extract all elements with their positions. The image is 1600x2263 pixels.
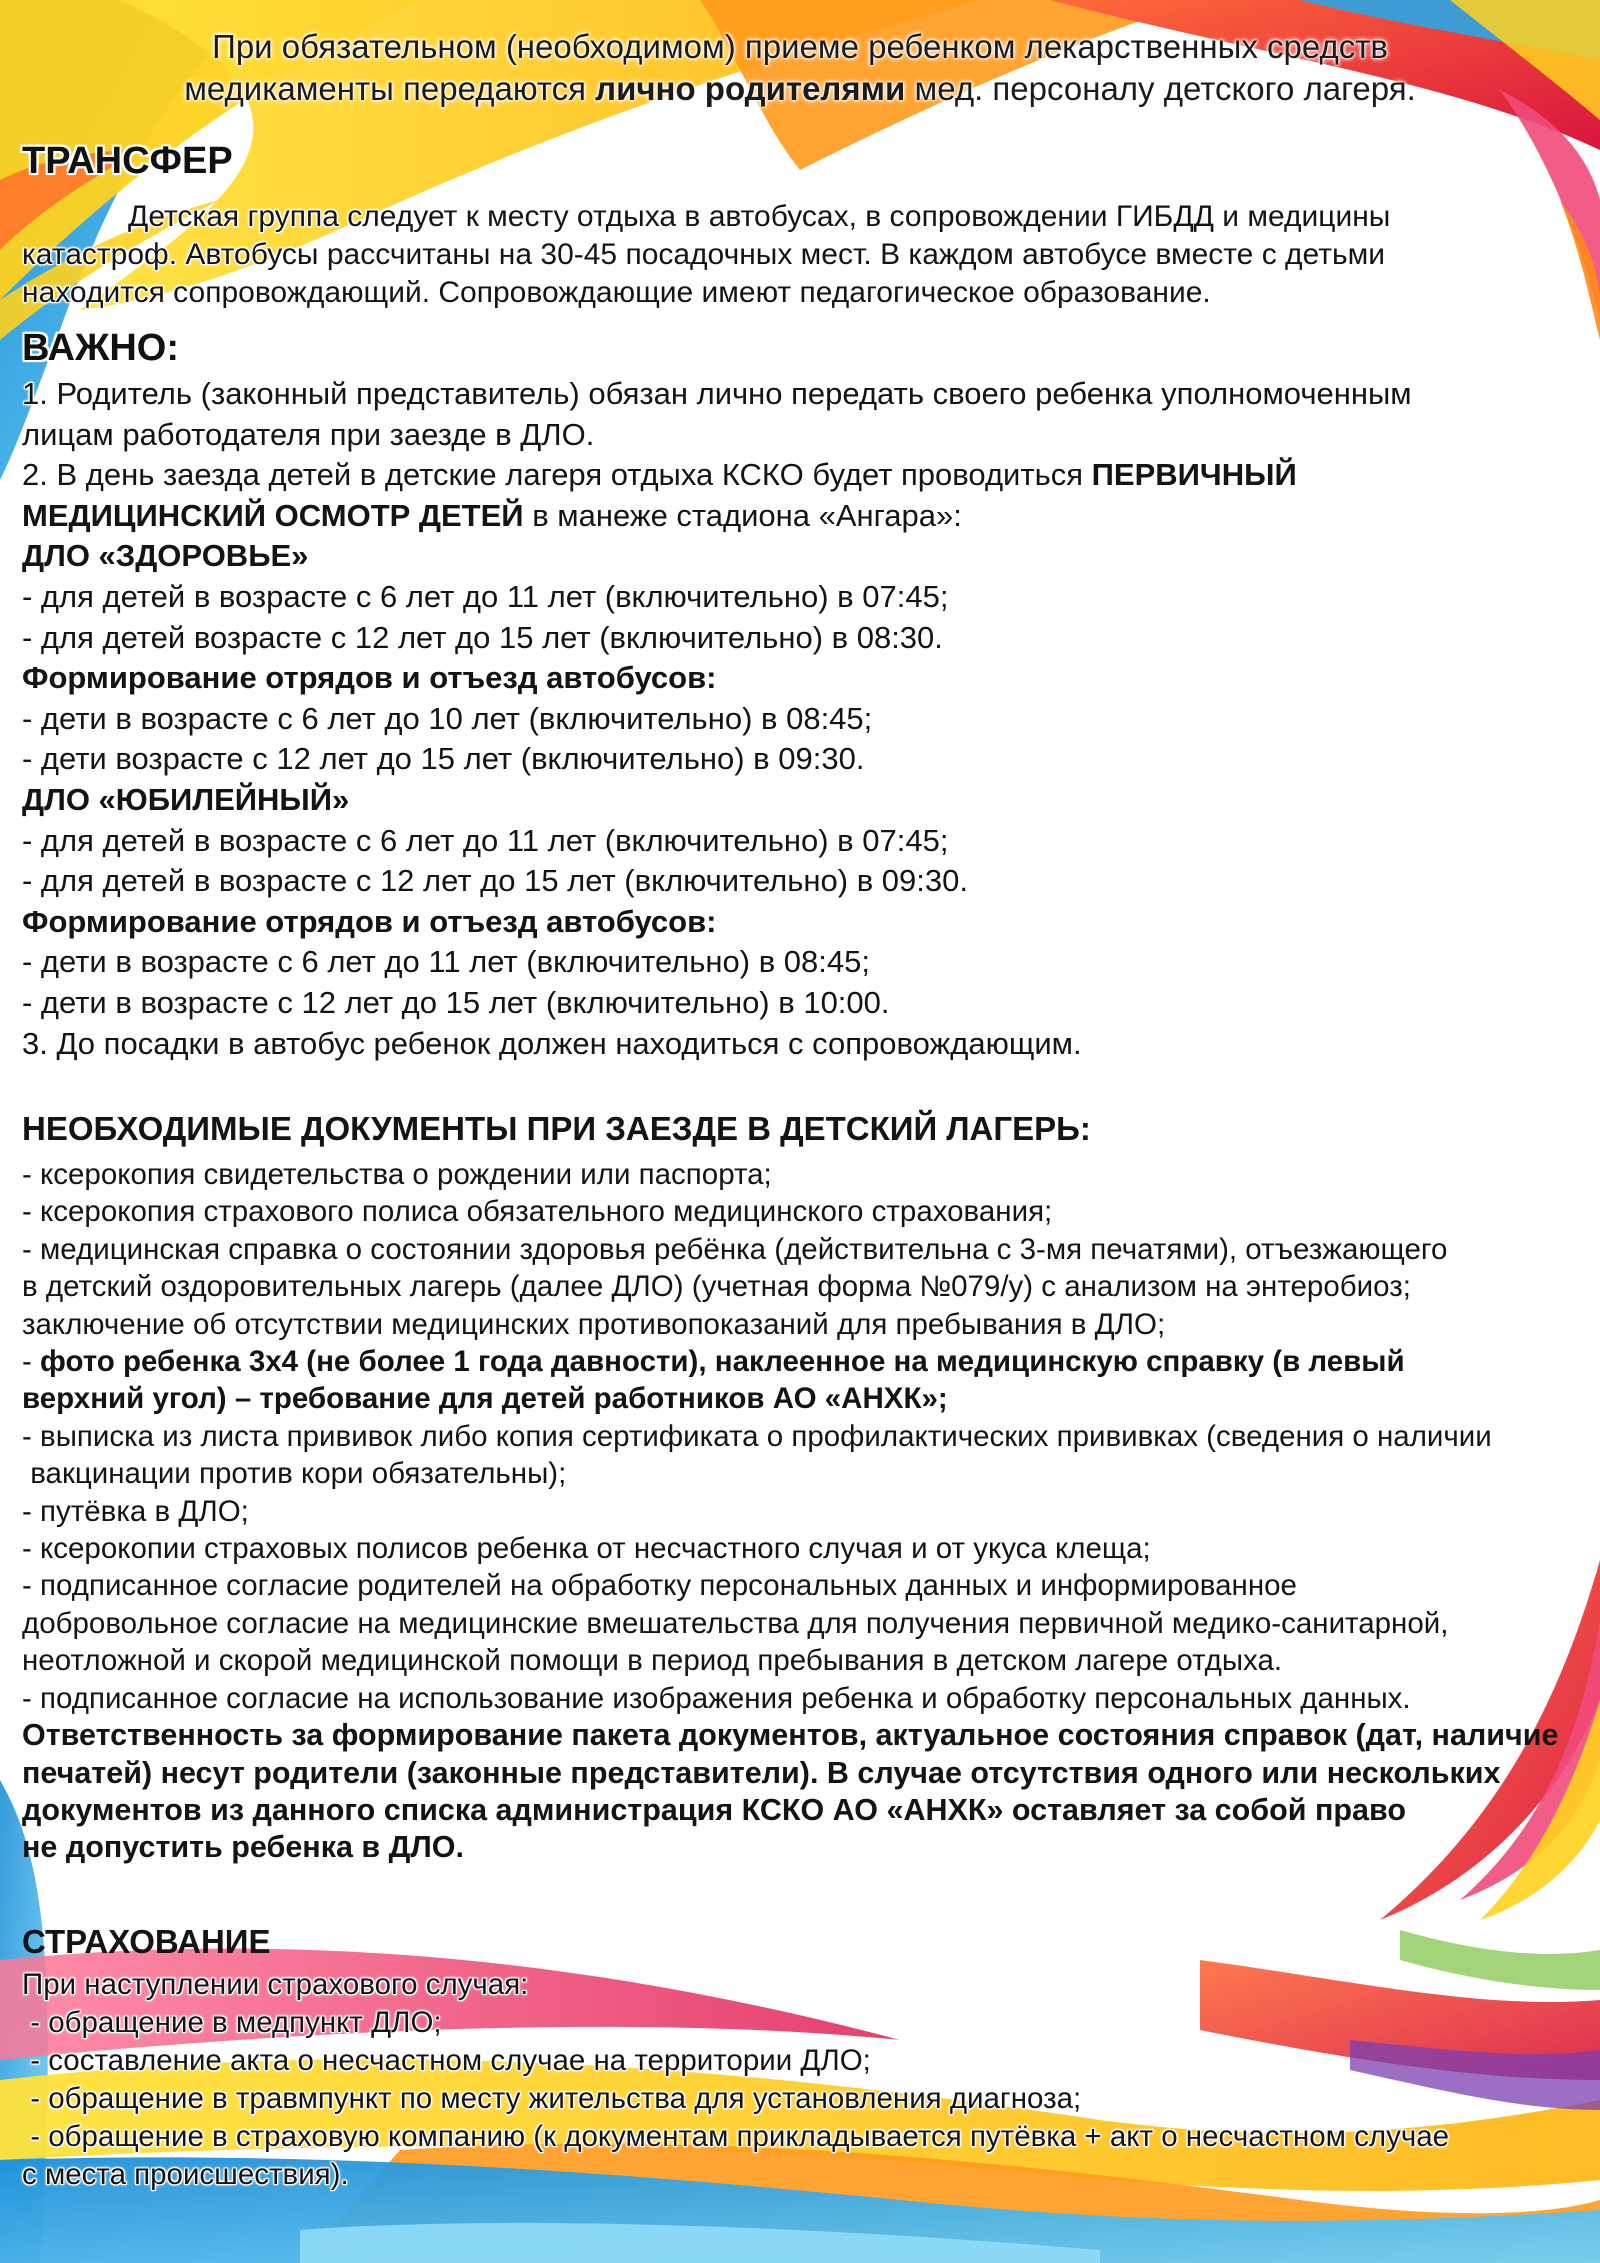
documents-line-13: - подписанное согласие на использование изображения ребенка и обработку персональных данных. — [22, 1681, 1411, 1715]
intro-line-2 — [0, 68, 1600, 110]
documents-line-10: - подписанное согласие родителей на обработку персональных данных и информированное — [22, 1569, 1297, 1603]
camp-zdorovie-depart-2: - дети возрасте с 12 лет до 15 лет (включительно) в 09:30. — [22, 741, 865, 777]
insurance-list — [22, 1966, 1449, 2194]
camp-yubileyny-name: ДЛО «ЮБИЛЕЙНЫЙ» — [22, 781, 350, 817]
documents-photo-bold-1: фото ребенка 3х4 (не более 1 года давности), наклеенное на медицинскую справку (в левый — [40, 1345, 1405, 1379]
camp-yubileyny-depart-title: Формирование отрядов и отъезд автобусов: — [22, 903, 717, 939]
camp-yubileyny-depart-1: - дети в возрасте с 6 лет до 11 лет (включительно) в 08:45; — [22, 944, 870, 980]
camp-yubileyny-exam-1: - для детей в возрасте с 6 лет до 11 лет (включительно) в 07:45; — [22, 822, 949, 858]
intro-line-2-bold: лично родителями — [595, 70, 906, 107]
documents-responsibility-4: не допустить ребенка в ДЛО. — [22, 1830, 464, 1865]
insurance-title: СТРАХОВАНИЕ — [22, 1923, 271, 1960]
camp-yubileyny-depart-2: - дети в возрасте с 12 лет до 15 лет (включительно) в 10:00. — [22, 984, 890, 1020]
important-item-2-line-1 — [22, 455, 1412, 496]
transfer-line-3: находится сопровождающий. Сопровождающие имеют педагогическое образование. — [22, 276, 1211, 309]
documents-line-5: заключение об отсутствии медицинских противопоказаний для пребывания в ДЛО; — [22, 1307, 1166, 1341]
documents-list — [22, 1156, 1558, 1867]
transfer-line-1: Детская группа следует к месту отдыха в автобусах, в сопровождении ГИБДД и медицины — [128, 200, 1391, 233]
camp-zdorovie-depart-1: - дети в возрасте с 6 лет до 10 лет (включительно) в 08:45; — [22, 700, 873, 736]
insurance-line-5: - обращение в страховую компанию (к документам прикладывается путёвка + акт о несчастном случае — [22, 2120, 1450, 2153]
documents-line-7: вакцинации против кори обязательны); — [22, 1457, 567, 1491]
important-list — [22, 374, 1412, 1064]
transfer-line-2: катастроф. Автобусы рассчитаны на 30-45 посадочных мест. В каждом автобусе вместе с детьми — [22, 238, 1385, 271]
documents-line-3: - медицинская справка о состоянии здоровья ребёнка (действительна с 3-мя печатями), отъезжающего — [22, 1232, 1448, 1266]
documents-photo-line-2: верхний угол) – требование для детей работников АО «АНХК»; — [22, 1382, 948, 1416]
documents-photo-line-1 — [22, 1343, 1558, 1380]
camp-zdorovie-exam-2: - для детей возрасте с 12 лет до 15 лет (включительно) в 08:30. — [22, 619, 943, 655]
important-item-3: 3. До посадки в автобус ребенок должен находиться с сопровождающим. — [22, 1025, 1082, 1061]
transfer-title: ТРАНСФЕР — [22, 140, 233, 182]
insurance-line-3: - составление акта о несчастном случае на территории ДЛО; — [22, 2044, 871, 2077]
camp-zdorovie-exam-1: - для детей в возрасте с 6 лет до 11 лет (включительно) в 07:45; — [22, 578, 949, 614]
camp-zdorovie-name: ДЛО «ЗДОРОВЬЕ» — [22, 538, 309, 574]
intro-line-1: При обязательном (необходимом) приеме ребенком лекарственных средств — [212, 28, 1388, 65]
documents-line-12: неотложной и скорой медицинской помощи в период пребывания в детском лагере отдыха. — [22, 1644, 1283, 1678]
documents-line-8: - путёвка в ДЛО; — [22, 1494, 249, 1528]
documents-photo-dash: - — [22, 1345, 41, 1379]
insurance-line-6: с места происшествия). — [22, 2158, 349, 2191]
important-item-2-line-2 — [22, 496, 1412, 537]
documents-line-6: - выписка из листа прививок либо копия сертификата о профилактических прививках (сведения о наличии — [22, 1419, 1492, 1453]
transfer-paragraph — [22, 198, 1390, 312]
documents-line-2: - ксерокопия страхового полиса обязательного медицинского страхования; — [22, 1195, 1053, 1229]
important-item-1-line-1: 1. Родитель (законный представитель) обязан лично передать своего ребенка уполномоченным — [22, 376, 1412, 411]
intro-line-2-post: мед. персоналу детского лагеря. — [905, 70, 1416, 107]
documents-responsibility-3: документов из данного списка администрация КСКО АО «АНХК» оставляет за собой право — [22, 1792, 1406, 1827]
important-item-2-line-1-pre: 2. В день заезда детей в детские лагеря отдыха КСКО будет проводиться — [22, 457, 1092, 493]
insurance-line-4: - обращение в травмпункт по месту жительства для установления диагноза; — [22, 2082, 1082, 2115]
important-item-2-line-1-bold: ПЕРВИЧНЫЙ — [1091, 457, 1297, 493]
insurance-line-1: При наступлении страхового случая: — [22, 1968, 529, 2001]
documents-line-9: - ксерокопии страховых полисов ребенка от несчастного случая и от укуса клеща; — [22, 1532, 1151, 1566]
important-item-1-line-2: лицам работодателя при заезде в ДЛО. — [22, 416, 595, 452]
documents-line-11: добровольное согласие на медицинские вмешательства для получения первичной медико-санитарной, — [22, 1606, 1449, 1640]
documents-line-1: - ксерокопия свидетельства о рождении или паспорта; — [22, 1158, 772, 1191]
documents-title: НЕОБХОДИМЫЕ ДОКУМЕНТЫ ПРИ ЗАЕЗДЕ В ДЕТСКИЙ ЛАГЕРЬ: — [22, 1110, 1091, 1147]
documents-responsibility-1: Ответственность за формирование пакета документов, актуальное состояния справок (дат, наличие — [22, 1718, 1559, 1753]
important-item-2-line-2-bold: МЕДИЦИНСКИЙ ОСМОТР ДЕТЕЙ — [22, 497, 524, 533]
important-title: ВАЖНО: — [22, 327, 179, 369]
documents-line-4: в детский оздоровительных лагерь (далее ДЛО) (учетная форма №079/у) с анализом на энтеробиоз; — [22, 1270, 1411, 1304]
intro-line-2-pre: медикаменты передаются — [184, 70, 596, 107]
insurance-line-2: - обращение в медпункт ДЛО; — [22, 2006, 442, 2039]
documents-responsibility-2: печатей) несут родители (законные представители). В случае отсутствия одного или нескольких — [22, 1755, 1501, 1790]
intro-notice — [0, 26, 1600, 110]
camp-yubileyny-exam-2: - для детей в возрасте с 12 лет до 15 лет (включительно) в 09:30. — [22, 863, 968, 899]
important-item-2-line-2-post: в манеже стадиона «Ангара»: — [523, 497, 962, 533]
camp-zdorovie-depart-title: Формирование отрядов и отъезд автобусов: — [22, 660, 717, 696]
